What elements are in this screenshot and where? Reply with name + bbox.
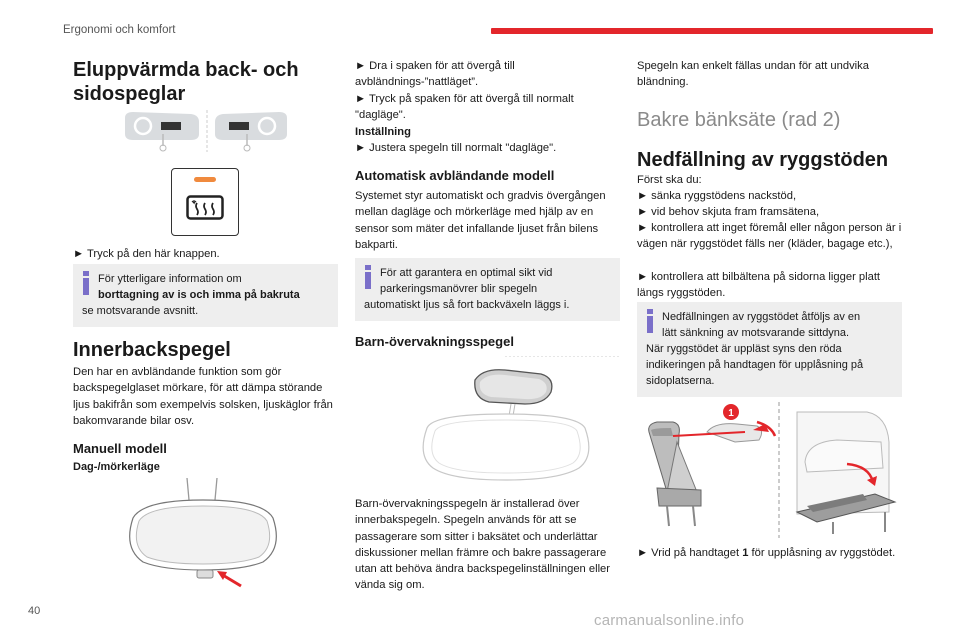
info-bold-line: borttagning av is och imma på bakruta [98, 289, 300, 301]
info-line: se motsvarande avsnitt. [82, 305, 199, 317]
accent-bar [491, 28, 933, 34]
setting-label: Inställning [355, 126, 411, 138]
bullet-1: ► sänka ryggstödens nackstöd, [637, 190, 797, 202]
rear-defrost-icon [186, 195, 224, 223]
child-mirror-illustration [355, 356, 620, 486]
page-number: 40 [28, 605, 41, 617]
bullet-2: ► vid behov skjuta fram framsätena, [637, 206, 820, 218]
info-line: parkeringsmanövrer blir spegeln [380, 283, 538, 295]
bullet-4: ► kontrollera att bilbältena på sidorna ligger platt längs ryggstöden. [637, 271, 881, 300]
info-line: För att garantera en optimal sikt vid [380, 267, 553, 279]
manual-model-title: Manuell modell [73, 441, 167, 456]
seat-fold-illustration [637, 402, 902, 542]
info-line: Nedfällningen av ryggstödet åtföljs av en [662, 311, 861, 323]
info-box-defrost [73, 264, 338, 327]
info-icon [363, 265, 373, 289]
fold-backrest-title: Nedfällning av ryggstöden [637, 149, 889, 171]
inner-mirror-title: Innerbackspegel [73, 339, 231, 361]
rear-defrost-button[interactable] [171, 168, 239, 236]
turn-handle-step [637, 545, 902, 561]
day-night-label: Dag-/mörkerläge [73, 461, 160, 473]
adjust-step: ► Justera spegeln till normalt "dagläge". [355, 142, 557, 154]
info-line: När ryggstödet är uppläst syns den röda indikeringen på handtagen för upplåsning på sidoplatserna. [646, 343, 864, 387]
section-header: Ergonomi och komfort [63, 24, 176, 36]
turn-handle-text: för upplåsning av ryggstödet. [751, 547, 896, 559]
child-mirror-desc: Barn-övervakningsspegeln är installerad över innerbakspegeln. Spegeln används för att se passagerare som sitter i baksätet och underlättar diskussioner mellan främre och bakre passagerare utan att behöva ändra backspegelinställningen eller vända sig om. [355, 498, 611, 592]
rearview-mirror-illustration [113, 478, 303, 588]
turn-handle-number: 1 [742, 547, 749, 559]
turn-handle-text: ► Vrid på handtaget [637, 547, 740, 559]
callout-number: 1 [728, 408, 734, 419]
info-line: automatiskt ljus så fort backväxeln läggs i. [364, 299, 570, 311]
push-lever-step: ► Tryck på spaken för att övergå till normalt "dagläge". [355, 93, 574, 122]
press-button-text: ► Tryck på den här knappen. [73, 248, 220, 260]
bullet-3: ► kontrollera att inget föremål eller någon person är i vägen när ryggstödet fälls ner (kläder, bagage etc.), [637, 222, 902, 251]
indicator-light [194, 177, 216, 182]
info-icon [645, 309, 655, 333]
info-line: För ytterligare information om [98, 273, 242, 285]
rear-bench-title: Bakre bänksäte (rad 2) [637, 109, 841, 131]
info-icon [81, 271, 91, 295]
first-label: Först ska du: [637, 174, 702, 186]
info-box-auto [355, 258, 620, 321]
child-mirror-title: Barn-övervakningsspegel [355, 334, 514, 349]
side-mirror-icons [121, 110, 291, 152]
info-box-fold [637, 302, 902, 397]
info-line: lätt sänkning av motsvarande sittdyna. [662, 327, 850, 339]
auto-model-title: Automatisk avbländande modell [355, 168, 555, 183]
auto-model-desc: Systemet styr automatiskt och gradvis övergången mellan dagläge och mörkerläge med hjälp av en sensor som mäter det infallande ljuset från bilens bakparti. [355, 190, 606, 251]
inner-mirror-desc: Den har en avbländande funktion som gör backspegelglaset mörkare, för att dämpa störande ljus bakifrån som exempelvis solsken, ljuskäglor från bakomvarande bilar osv. [73, 366, 333, 427]
watermark: carmanualsonline.info [594, 612, 745, 629]
heated-mirrors-title: Eluppvärmda back- och sidospeglar [73, 59, 299, 105]
pull-lever-step: ► Dra i spaken för att övergå till avbländnings-”nattläget”. [355, 60, 515, 89]
fold-away-text: Spegeln kan enkelt fällas undan för att undvika bländning. [637, 60, 869, 89]
